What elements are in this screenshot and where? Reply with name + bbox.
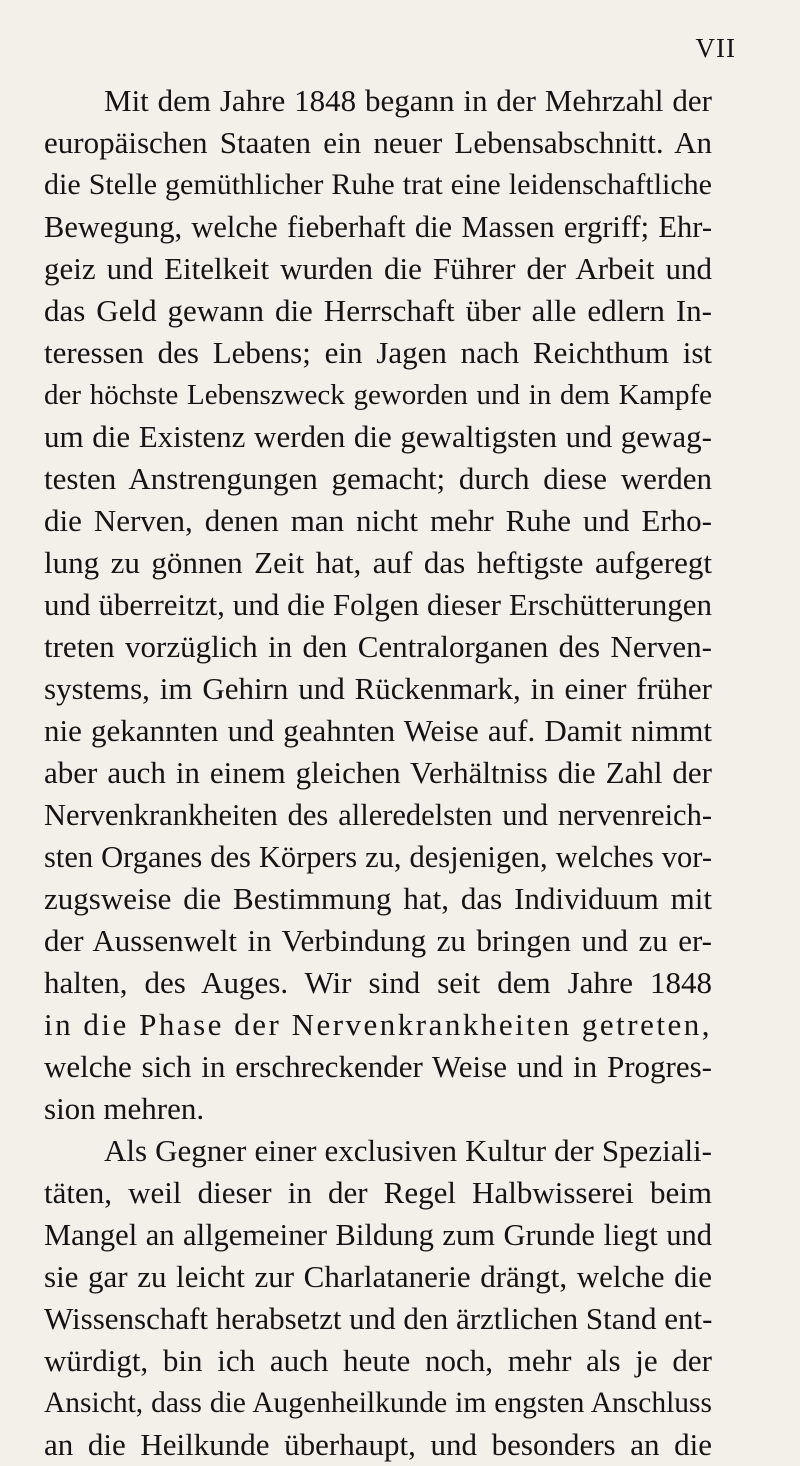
text-line: die Stelle gemüthlicher Ruhe trat eine leidenschaftliche [44, 168, 712, 201]
text-line: zugsweise die Bestimmung hat, das Individuum mit [44, 881, 712, 916]
text-line: der Aussenwelt in Verbindung zu bringen und zu er- [44, 923, 712, 958]
text-line: Nervenkrankheiten des alleredelsten und nervenreich- [44, 798, 712, 832]
paragraph-1 [44, 80, 712, 1130]
text-line: Wissenschaft herabsetzt und den ärztlichen Stand ent- [44, 1301, 713, 1336]
text-line: sie gar zu leicht zur Charlatanerie drängt, welche die [44, 1259, 712, 1294]
text-line: teressen des Lebens; ein Jagen nach Reichthum ist [44, 335, 712, 370]
text-line: lung zu gönnen Zeit hat, auf das heftigste aufgeregt [44, 545, 712, 580]
text-line: systems, im Gehirn und Rückenmark, in einer früher [44, 671, 712, 706]
text-line: der höchste Lebenszweck geworden und in dem Kampfe [44, 379, 712, 411]
page-number: VII [695, 33, 736, 63]
text-line: täten, weil dieser in der Regel Halbwisserei beim [44, 1175, 712, 1210]
text-line: nie gekannten und geahnten Weise auf. Damit nimmt [44, 713, 712, 748]
text-line: geiz und Eitelkeit wurden die Führer der Arbeit und [44, 251, 712, 286]
text-line: Mit dem Jahre 1848 begann in der Mehrzahl der [104, 83, 712, 118]
text-line: testen Anstrengungen gemacht; durch diese werden [44, 461, 712, 496]
text-line: sion mehren. [44, 1091, 205, 1126]
text-line: Bewegung, welche fieberhaft die Massen ergriff; Ehr- [44, 210, 712, 244]
text-line: Ansicht, dass die Augenheilkunde im engsten Anschluss [44, 1387, 712, 1419]
text-line: halten, des Auges. Wir sind seit dem Jahre 1848 [44, 965, 712, 1000]
body-text [44, 80, 712, 1466]
text-line: europäischen Staaten ein neuer Lebensabschnitt. An [44, 125, 712, 160]
text-line: an die Heilkunde überhaupt, und besonders an die [44, 1427, 712, 1462]
text-line: in die Phase der Nervenkrankheiten getreten, [44, 1007, 712, 1042]
text-line: sten Organes des Körpers zu, desjenigen, welches vor- [44, 840, 712, 874]
text-line: würdigt, bin ich auch heute noch, mehr als je der [44, 1343, 712, 1378]
paragraph-2 [44, 1130, 712, 1466]
text-line: welche sich in erschreckender Weise und in Progres- [44, 1049, 712, 1084]
text-line: die Nerven, denen man nicht mehr Ruhe und Erho- [44, 503, 712, 538]
text-line: Mangel an allgemeiner Bildung zum Grunde liegt und [44, 1218, 712, 1252]
text-line: treten vorzüglich in den Centralorganen des Nerven- [44, 629, 712, 664]
text-line: und überreitzt, und die Folgen dieser Erschütterungen [44, 587, 712, 622]
text-line: Als Gegner einer exclusiven Kultur der Speziali- [104, 1133, 712, 1168]
text-line: das Geld gewann die Herrschaft über alle edlern In- [44, 293, 712, 328]
text-line: um die Existenz werden die gewaltigsten und gewag- [44, 419, 712, 454]
text-line: aber auch in einem gleichen Verhältniss die Zahl der [44, 755, 712, 790]
